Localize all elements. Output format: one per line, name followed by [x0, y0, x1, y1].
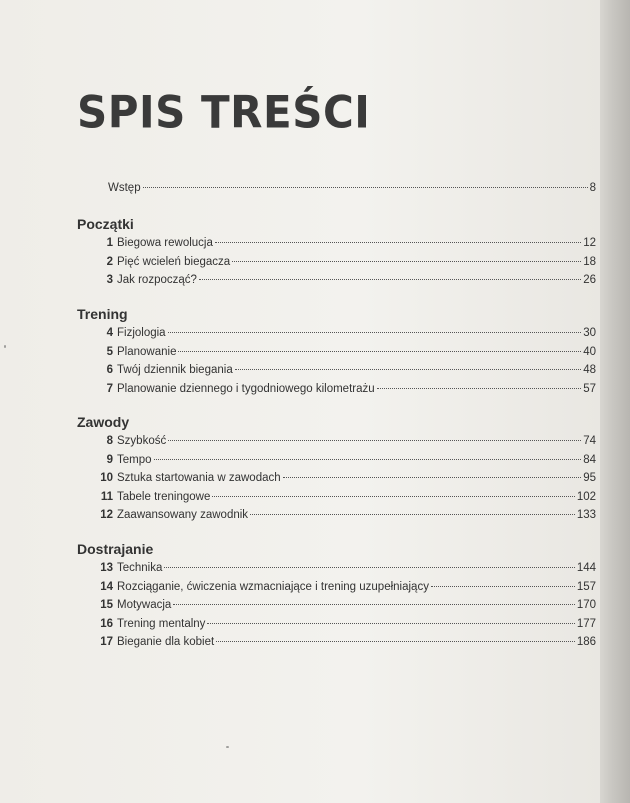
- toc-entry: [77, 432, 596, 451]
- book-spine-shadow: [600, 0, 630, 803]
- chapter-number: 1: [106, 237, 113, 249]
- toc-entry: [77, 253, 596, 272]
- chapter-number: 12: [100, 509, 113, 521]
- chapter-number: 2: [106, 255, 113, 268]
- toc-entry-page: 177: [576, 617, 596, 630]
- dot-leader: [283, 477, 582, 478]
- toc-entry: [77, 596, 596, 615]
- toc-entry-page: 8: [589, 182, 596, 194]
- toc-entry: [77, 234, 596, 253]
- toc-section-zawody: [77, 412, 596, 525]
- chapter-number: 7: [106, 382, 113, 395]
- toc-entry-label: Pięć wcieleń biegacza: [117, 255, 231, 268]
- toc-entry-page: 186: [576, 636, 596, 648]
- dot-leader: [216, 641, 575, 642]
- toc-entry-page: 30: [583, 327, 596, 339]
- section-title: Trening: [77, 306, 128, 322]
- toc-entry: [77, 578, 596, 597]
- dot-leader: [168, 440, 581, 441]
- toc-entry: [77, 361, 596, 380]
- toc-entry: [77, 469, 596, 488]
- toc-entry: [77, 615, 596, 634]
- print-speck: [4, 345, 6, 348]
- chapter-number: 13: [100, 562, 113, 574]
- chapter-number: 5: [106, 345, 113, 358]
- toc-entry-label: Bieganie dla kobiet: [117, 636, 215, 648]
- toc-entry-label: Biegowa rewolucja: [117, 237, 213, 249]
- page-title: SPIS TREŚCI: [77, 86, 371, 139]
- toc-entry: [77, 380, 596, 399]
- toc-entry-label: Wstęp: [108, 182, 141, 194]
- toc-entry-label: Zaawansowany zawodnik: [117, 509, 249, 521]
- section-title: Zawody: [77, 414, 130, 430]
- toc-entry: [77, 451, 596, 470]
- dot-leader: [143, 187, 588, 188]
- toc-entry-page: 95: [583, 472, 596, 484]
- toc-entry: [77, 271, 596, 290]
- toc-entry-page: 170: [576, 599, 596, 611]
- chapter-number: 16: [100, 617, 113, 630]
- chapter-number: 17: [100, 636, 113, 648]
- toc-entry-page: 84: [583, 453, 596, 466]
- dot-leader: [215, 242, 581, 243]
- dot-leader: [164, 567, 574, 568]
- chapter-number: 8: [106, 435, 113, 447]
- toc-entry-label: Planowanie: [117, 345, 177, 358]
- toc-entry-page: 133: [576, 509, 596, 521]
- toc-entry-page: 40: [583, 345, 596, 358]
- toc-entry: [77, 488, 596, 507]
- toc-intro-entry: [108, 179, 596, 197]
- print-speck: [226, 746, 229, 748]
- chapter-number: 14: [100, 580, 113, 593]
- toc-entry-label: Jak rozpocząć?: [117, 274, 197, 286]
- chapter-number: 10: [100, 472, 113, 484]
- toc-entry-page: 144: [576, 562, 596, 574]
- chapter-number: 9: [106, 453, 113, 466]
- dot-leader: [250, 514, 575, 515]
- chapter-number: 3: [106, 274, 113, 286]
- chapter-number: 6: [106, 364, 113, 376]
- toc-entry: [77, 633, 596, 652]
- dot-leader: [207, 623, 574, 624]
- toc-entry-page: 57: [583, 382, 596, 395]
- dot-leader: [235, 369, 581, 370]
- toc-entry-label: Szybkość: [117, 435, 167, 447]
- dot-leader: [178, 351, 581, 352]
- toc-entry-page: 48: [583, 364, 596, 376]
- chapter-number: 15: [100, 599, 113, 611]
- toc-entry-page: 26: [583, 274, 596, 286]
- toc-entry-page: 157: [576, 580, 596, 593]
- toc-entry: [77, 324, 596, 343]
- toc-entry-page: 12: [583, 237, 596, 249]
- toc-entry-label: Twój dziennik biegania: [117, 364, 233, 376]
- toc-entry-label: Tabele treningowe: [117, 490, 211, 503]
- toc-entry-label: Planowanie dziennego i tygodniowego kilometrażu: [117, 382, 375, 395]
- chapter-number: 11: [100, 490, 113, 503]
- dot-leader: [173, 604, 574, 605]
- toc-entry-label: Sztuka startowania w zawodach: [117, 472, 281, 484]
- toc-entry-label: Rozciąganie, ćwiczenia wzmacniające i trening uzupełniający: [117, 580, 429, 593]
- chapter-number: 4: [106, 327, 113, 339]
- toc-entry-label: Fizjologia: [117, 327, 166, 339]
- toc-entry: [77, 343, 596, 362]
- toc-entry: [77, 506, 596, 525]
- section-title: Dostrajanie: [77, 541, 154, 557]
- toc-section-poczatki: [77, 214, 596, 290]
- toc-section-dostrajanie: [77, 539, 596, 652]
- toc-entry-label: Trening mentalny: [117, 617, 206, 630]
- dot-leader: [377, 388, 582, 389]
- toc-section-trening: [77, 304, 596, 398]
- toc-entry-page: 102: [576, 490, 596, 503]
- dot-leader: [232, 261, 581, 262]
- toc-entry-page: 18: [583, 255, 596, 268]
- dot-leader: [199, 279, 581, 280]
- dot-leader: [154, 459, 582, 460]
- toc-entry-label: Motywacja: [117, 599, 172, 611]
- toc-entry-page: 74: [583, 435, 596, 447]
- toc-entry-label: Tempo: [117, 453, 152, 466]
- section-title: Początki: [77, 216, 134, 232]
- toc-entry: [77, 559, 596, 578]
- dot-leader: [431, 586, 575, 587]
- dot-leader: [212, 496, 574, 497]
- dot-leader: [168, 332, 582, 333]
- toc-entry-label: Technika: [117, 562, 163, 574]
